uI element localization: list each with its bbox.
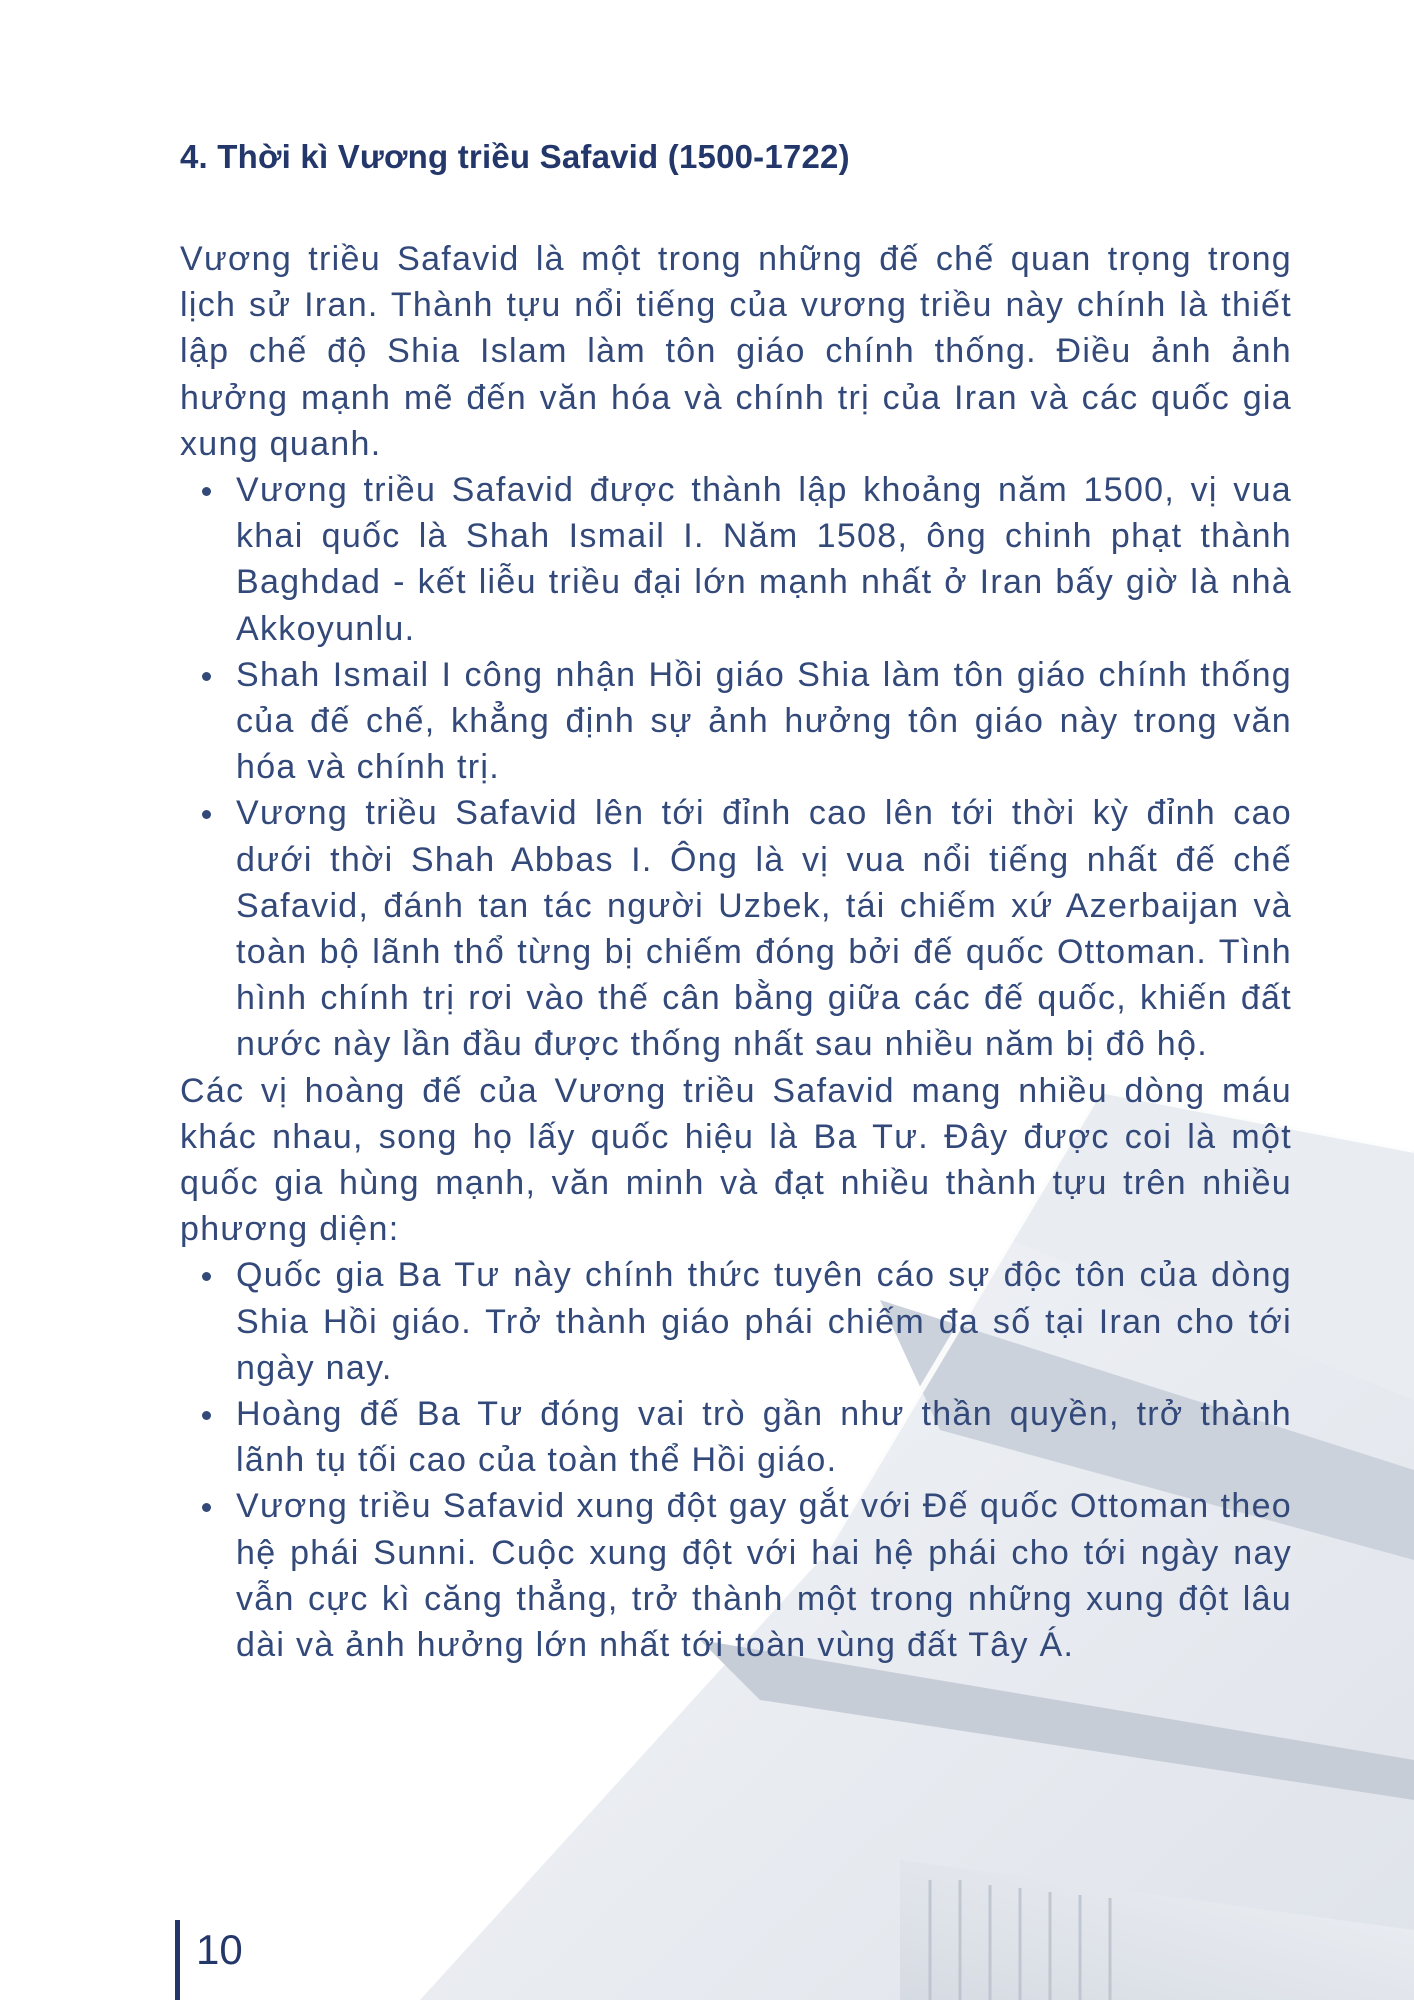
list-item: Vương triều Safavid xung đột gay gắt với Đế quốc Ottoman theo hệ phái Sunni. Cuộc xung đột với hai hệ phái cho tới ngày nay vẫn cực kì căng thẳng, trở thành một trong những xung đột lâu dài và ảnh hưởng lớn nhất tới toàn vùng đất Tây Á. [236, 1483, 1292, 1668]
page-number-bar [175, 1920, 180, 2000]
list-item: Hoàng đế Ba Tư đóng vai trò gần như thần quyền, trở thành lãnh tụ tối cao của toàn thể Hồi giáo. [236, 1391, 1292, 1483]
bullet-list-1 [180, 467, 1292, 1068]
content-body [180, 236, 1292, 1668]
section-heading: 4. Thời kì Vương triều Safavid (1500-1722) [180, 138, 850, 175]
list-item: Vương triều Safavid được thành lập khoảng năm 1500, vị vua khai quốc là Shah Ismail I. Năm 1508, ông chinh phạt thành Baghdad - kết liễu triều đại lớn mạnh nhất ở Iran bấy giờ là nhà Akkoyunlu. [236, 467, 1292, 652]
list-item: Quốc gia Ba Tư này chính thức tuyên cáo sự độc tôn của dòng Shia Hồi giáo. Trở thành giáo phái chiếm đa số tại Iran cho tới ngày nay. [236, 1252, 1292, 1391]
middle-paragraph: Các vị hoàng đế của Vương triều Safavid mang nhiều dòng máu khác nhau, song họ lấy quốc hiệu là Ba Tư. Đây được coi là một quốc gia hùng mạnh, văn minh và đạt nhiều thành tựu trên nhiều phương diện: [180, 1071, 1292, 1249]
intro-paragraph: Vương triều Safavid là một trong những đế chế quan trọng trong lịch sử Iran. Thành tựu nổi tiếng của vương triều này chính là thiết lập chế độ Shia Islam làm tôn giáo chính thống. Điều ảnh ảnh hưởng mạnh mẽ đến văn hóa và chính trị của Iran và các quốc gia xung quanh. [180, 240, 1292, 463]
list-item: Vương triều Safavid lên tới đỉnh cao lên tới thời kỳ đỉnh cao dưới thời Shah Abbas I. Ông là vị vua nổi tiếng nhất đế chế Safavid, đánh tan tác người Uzbek, tái chiếm xứ Azerbaijan và toàn bộ lãnh thổ từng bị chiếm đóng bởi đế quốc Ottoman. Tình hình chính trị rơi vào thế cân bằng giữa các đế quốc, khiến đất nước này lần đầu được thống nhất sau nhiều năm bị đô hộ. [236, 790, 1292, 1067]
list-item: Shah Ismail I công nhận Hồi giáo Shia làm tôn giáo chính thống của đế chế, khẳng định sự ảnh hưởng tôn giáo này trong văn hóa và chính trị. [236, 652, 1292, 791]
bullet-list-2 [180, 1252, 1292, 1668]
page-number: 10 [196, 1926, 243, 1973]
